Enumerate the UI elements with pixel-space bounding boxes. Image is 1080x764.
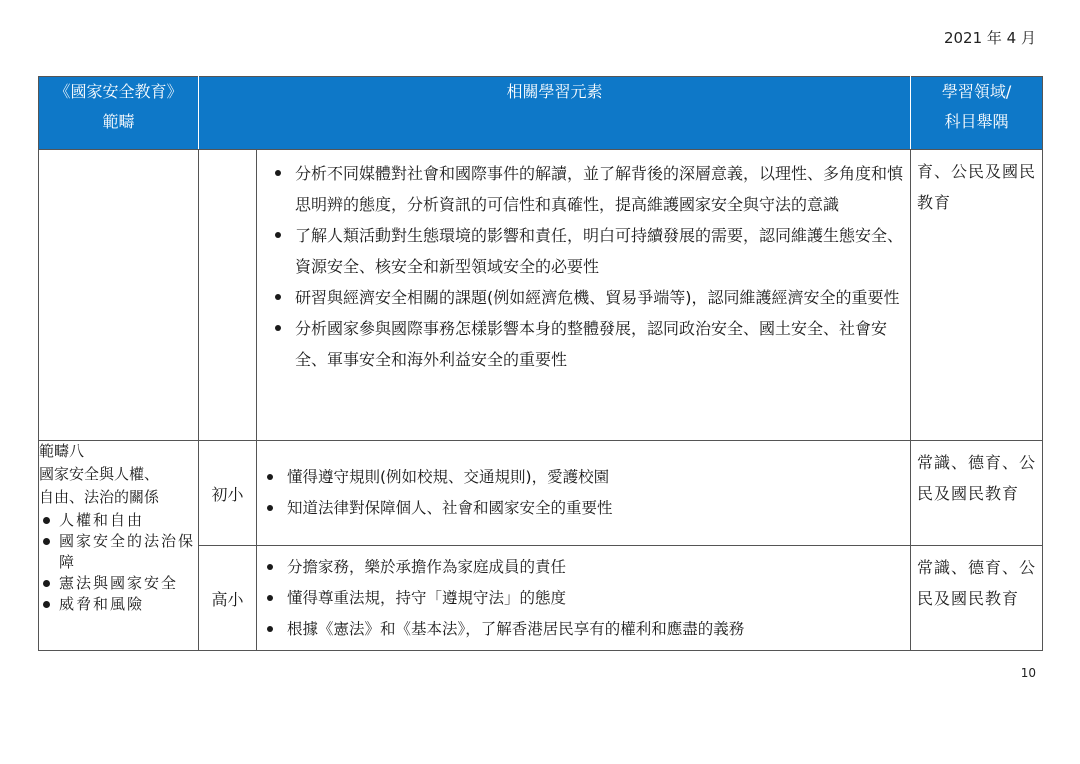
elements-cell xyxy=(257,150,911,441)
list-item: 分析國家參與國際事務怎樣影響本身的整體發展，認同政治安全、國土安全、社會安全、軍事安全和海外利益安全的重要性 xyxy=(295,313,904,375)
list-item: 了解人類活動對生態環境的影響和責任，明白可持續發展的需要，認同維護生態安全、資源安全、核安全和新型領域安全的必要性 xyxy=(295,220,904,282)
list-item: 懂得遵守規則(例如校規、交通規則)，愛護校園 xyxy=(287,462,904,493)
level-junior-primary: 初小 xyxy=(199,441,257,546)
table-header-row xyxy=(39,77,1043,150)
level-cell-empty xyxy=(199,150,257,441)
subjects-text: 常識、德育、公民及國民教育 xyxy=(917,453,1037,503)
domain-eight-cell xyxy=(39,441,199,651)
header-domain xyxy=(39,77,199,150)
elements-cell xyxy=(257,441,911,546)
subjects-cell xyxy=(911,546,1043,651)
level-senior-primary: 高小 xyxy=(199,546,257,651)
list-item: 分擔家務，樂於承擔作為家庭成員的責任 xyxy=(287,552,904,583)
page-number: 10 xyxy=(1020,666,1036,680)
subjects-cell xyxy=(911,150,1043,441)
elements-cell xyxy=(257,546,911,651)
subjects-text: 常識、德育、公民及國民教育 xyxy=(917,558,1037,608)
list-item: 知道法律對保障個人、社會和國家安全的重要性 xyxy=(287,493,904,524)
list-item: 研習與經濟安全相關的課題(例如經濟危機、貿易爭端等)，認同維護經濟安全的重要性 xyxy=(295,282,904,313)
list-item: 分析不同媒體對社會和國際事件的解讀，並了解背後的深層意義，以理性、多角度和慎思明辨的態度，分析資訊的可信性和真確性，提高維護國家安全與守法的意識 xyxy=(295,158,904,220)
table-row xyxy=(39,441,1043,546)
header-subjects-line1: 學習領域/ xyxy=(941,82,1012,101)
domain-cell-empty xyxy=(39,150,199,441)
header-domain-line2: 範疇 xyxy=(102,112,135,131)
domain-topic: 威脅和風險 xyxy=(39,594,198,615)
domain-topic: 憲法與國家安全 xyxy=(39,573,198,594)
subjects-cell xyxy=(911,441,1043,546)
domain-title-line: 範疇八 xyxy=(39,442,85,460)
curriculum-table xyxy=(38,76,1043,651)
list-item: 懂得尊重法規，持守「遵規守法」的態度 xyxy=(287,583,904,614)
subjects-text: 育、公民及國民教育 xyxy=(917,162,1037,212)
domain-topic: 人權和自由 xyxy=(39,510,198,531)
header-subjects-line2: 科目舉隅 xyxy=(944,112,1009,131)
header-domain-line1: 《國家安全教育》 xyxy=(54,82,183,101)
document-date: 2021 年 4 月 xyxy=(943,29,1036,47)
table-row xyxy=(39,150,1043,441)
domain-topic: 國家安全的法治保障 xyxy=(39,531,198,573)
domain-title-line: 自由、法治的關係 xyxy=(39,488,160,506)
domain-title-line: 國家安全與人權、 xyxy=(39,465,160,483)
header-subjects xyxy=(911,77,1043,150)
list-item: 根據《憲法》和《基本法》，了解香港居民享有的權利和應盡的義務 xyxy=(287,614,904,645)
header-learning-elements: 相關學習元素 xyxy=(199,77,911,150)
